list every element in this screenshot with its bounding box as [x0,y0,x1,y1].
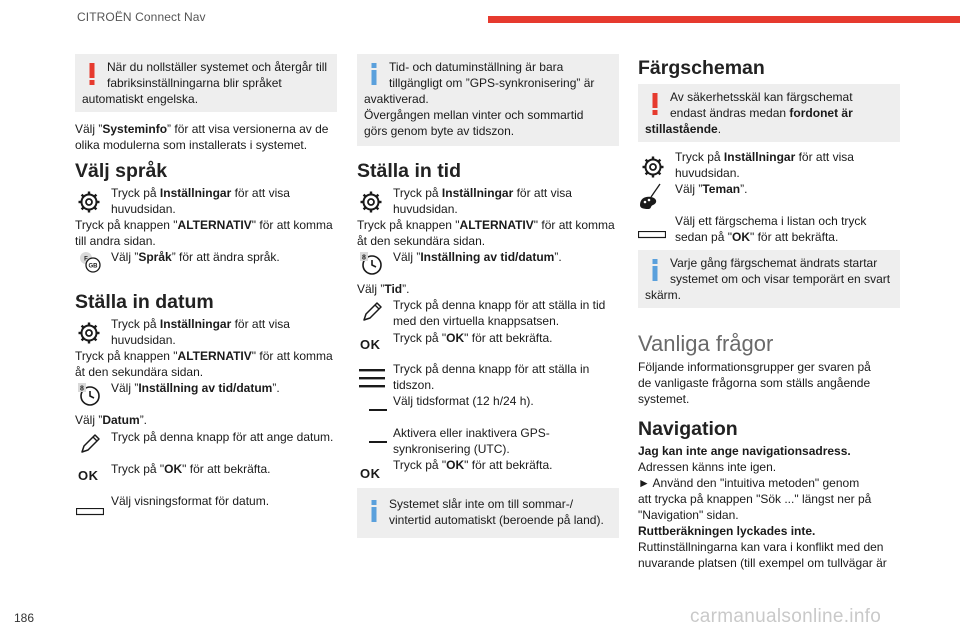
colors-info-line1: Varje gång färgschemat ändrats startar [670,256,878,270]
lang-tap-settings: Tryck på Inställningar för att visa [111,186,290,200]
info-box-colors [638,250,900,308]
date-tap-settings-line2: huvudsidan. [111,333,176,347]
colors-list-text: Välj ett färgschema i listan och tryck [675,214,867,228]
paintbrush-palette-icon [638,183,664,211]
info-icon [651,259,659,281]
time-menu-text: Tryck på denna knapp för att ställa in [393,362,590,376]
clock-icon [359,251,383,275]
faq-intro-line2: de vanligaste frågorna som ställs angående [638,376,871,390]
info-text-line3: avaktiverad. [364,92,429,106]
ok-text-icon: OK [360,466,381,481]
date-pencil-text: Tryck på denna knapp för att ange datum. [111,430,334,444]
lang-alt-text: Tryck på knappen "ALTERNATIV" för att komma [75,218,333,232]
colors-tap-settings: Tryck på Inställningar för att visa [675,150,854,164]
heading-date: Ställa in datum [75,291,214,313]
time-set-text: Välj ”Inställning av tid/datum”. [393,250,562,264]
watermark-text: carmanualsonline.info [690,606,882,627]
time-menu-text-line2: tidszon. [393,378,435,392]
time-alt-text-line2: åt den sekundära sidan. [357,234,486,248]
date-choose-text: Välj ”Datum”. [75,413,148,427]
gps-text: Aktivera eller inaktivera GPS- [393,426,550,440]
colors-warn-line1: Av säkerhetsskäl kan färgschemat [670,90,853,104]
ok-text-icon: OK [360,337,381,352]
toggle-line-icon [76,503,104,511]
info-icon [370,63,378,85]
info-icon [370,500,378,522]
sysinfo-text-line2: olika modulerna som installerats i systemet. [75,138,308,152]
pencil-icon [78,432,102,456]
info-text-line1: Tid- och datuminställning är bara [389,60,564,74]
faq-intro-line3: systemet. [638,392,690,406]
heading-faq: Vanliga frågor [638,331,774,356]
faq-answer-1-line2: ► Använd den "intuitiva metoden" genom [638,476,860,490]
toggle-line-icon [638,226,666,234]
time-tap-settings: Tryck på Inställningar för att visa [393,186,572,200]
gear-icon [359,190,383,214]
info-text-line4: Övergången mellan vinter och sommartid [364,108,584,122]
dst-text-line2: vintertid automatiskt (beroende på land). [389,513,604,527]
info-text-line2: tillgängligt om ”GPS-synkronisering” är [389,76,595,90]
gear-icon [77,321,101,345]
faq-answer-1-line1: Adressen känns inte igen. [638,460,777,474]
hamburger-menu-icon [359,368,385,388]
language-flag-icon [79,251,101,273]
header-accent-bar [488,16,960,23]
lang-alt-text-line2: till andra sidan. [75,234,156,248]
faq-question-2: Ruttberäkningen lyckades inte. [638,524,816,538]
colors-info-line3: skärm. [645,288,681,302]
time-format-text: Välj tidsformat (12 h/24 h). [393,394,534,408]
exclamation-icon [88,63,96,85]
gear-icon [641,155,665,179]
svg-text:8: 8 [362,254,366,262]
pencil-icon [360,300,384,324]
gear-icon [77,190,101,214]
date-set-text: Välj ”Inställning av tid/datum”. [111,381,280,395]
colors-warn-line2: endast ändras medan fordonet är [670,106,853,120]
colors-list-text-line2: sedan på "OK" för att bekräfta. [675,230,839,244]
info-box-dst [357,488,619,538]
date-tap-settings: Tryck på Inställningar för att visa [111,317,290,331]
faq-answer-2-line1: Ruttinställningarna kan vara i konflikt med den [638,540,884,554]
faq-answer-1-line4: "Navigation" sidan. [638,508,739,522]
gps-ok-text: Tryck på "OK" för att bekräfta. [393,458,553,472]
toggle-line-icon [369,441,387,443]
warning-text-line1: När du nollställer systemet och återgår till [107,60,328,74]
time-ok-text: Tryck på "OK" för att bekräfta. [393,331,553,345]
time-choose-text: Välj ”Tid”. [357,282,410,296]
gps-text-line2: synkronisering (UTC). [393,442,510,456]
time-pencil-text: Tryck på denna knapp för att ställa in tid [393,298,606,312]
heading-language: Välj språk [75,160,168,182]
warning-box-reset [75,54,337,112]
time-tap-settings-line2: huvudsidan. [393,202,458,216]
faq-answer-1-line3: att trycka på knappen "Sök ..." längst ner på [638,492,872,506]
dst-text-line1: Systemet slår inte om till sommar-/ [389,497,574,511]
lang-choose-text: Välj ”Språk” för att ändra språk. [111,250,280,264]
date-ok-text: Tryck på "OK" för att bekräfta. [111,462,271,476]
lang-tap-settings-line2: huvudsidan. [111,202,176,216]
faq-answer-2-line2: nuvarande platsen (till exempel om tullvägar är [638,556,887,570]
heading-time: Ställa in tid [357,160,462,182]
date-alt-text: Tryck på knappen "ALTERNATIV" för att komma [75,349,333,363]
time-alt-text: Tryck på knappen "ALTERNATIV" för att komma [357,218,615,232]
info-box-time-date [357,54,619,146]
info-text-line5: görs genom byte av tidszon. [364,124,515,138]
faq-intro-line1: Följande informationsgrupper ger svaren på [638,360,871,374]
heading-navigation: Navigation [638,418,738,440]
colors-warn-line3: stillastående. [645,122,722,136]
sysinfo-text: Välj ”Systeminfo” för att visa versionerna av de [75,122,329,136]
exclamation-icon [651,93,659,115]
clock-icon [77,382,101,406]
warning-text-line2: fabriksinställningarna blir språket [107,76,282,90]
date-alt-text-line2: åt den sekundära sidan. [75,365,204,379]
running-header-title: CITROËN Connect Nav [77,10,206,24]
time-pencil-text-line2: med den virtuella knappsatsen. [393,314,560,328]
colors-tap-settings-line2: huvudsidan. [675,166,740,180]
svg-text:GB: GB [88,263,98,270]
warning-text-line3: automatiskt engelska. [82,92,199,106]
page-number: 186 [14,611,35,625]
ok-text-icon: OK [78,468,99,483]
faq-question-1: Jag kan inte ange navigationsadress. [638,444,851,458]
toggle-line-icon [369,409,387,411]
svg-text:8: 8 [80,385,84,393]
colors-info-line2: systemet om och visar temporärt en svart [670,272,891,286]
warning-box-colors [638,84,900,142]
svg-text:F: F [84,256,88,263]
date-format-text: Välj visningsformat för datum. [111,494,270,508]
heading-color-schemes: Färgscheman [638,57,765,79]
colors-theme-text: Välj ”Teman”. [675,182,748,196]
